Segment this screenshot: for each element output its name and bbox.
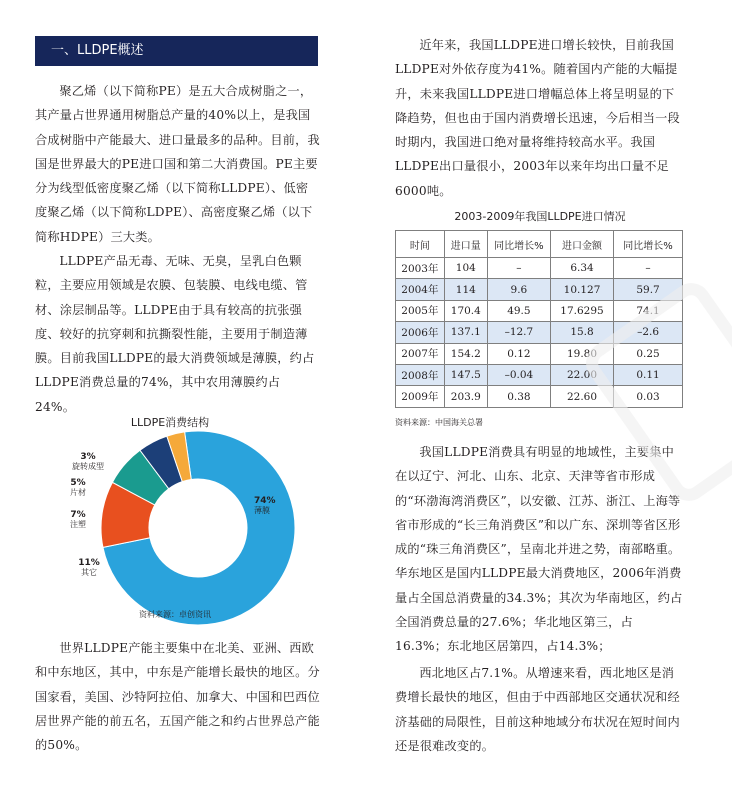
table-cell: 15.8 — [550, 322, 613, 343]
table-cell: 9.6 — [487, 279, 550, 300]
table-cell: 170.4 — [444, 300, 487, 321]
table-header-cell: 同比增长% — [614, 231, 683, 258]
table-cell: 74.1 — [614, 300, 683, 321]
table-cell: 0.03 — [614, 386, 683, 407]
table-cell: 0.38 — [487, 386, 550, 407]
table-header-cell: 时间 — [396, 231, 445, 258]
table-cell: 203.9 — [444, 386, 487, 407]
pie-category-other: 其它 — [81, 568, 97, 577]
table-cell: 137.1 — [444, 322, 487, 343]
table-cell: –0.04 — [487, 364, 550, 385]
table-cell: 0.25 — [614, 343, 683, 364]
pie-category-sheet: 片材 — [70, 488, 86, 497]
table-row — [396, 258, 683, 279]
table-cell: 114 — [444, 279, 487, 300]
pie-label-injection — [63, 510, 93, 530]
table-cell: 19.80 — [550, 343, 613, 364]
pie-category-film: 薄膜 — [254, 506, 270, 515]
left-paragraph-2: LLDPE产品无毒、无味、无臭，呈乳白色颗粒，主要应用领域是农膜、包装膜、电线电缆、管材、涂层制品等。LLDPE由于具有较高的抗张强度、较好的抗穿刺和抗撕裂性能，主要用于制造薄膜。目前我国LLDPE的最大消费领域是薄膜，约占LLDPE消费总量的74%，其中农用薄膜约占24%。 — [35, 254, 315, 414]
table-source: 资料来源：中国海关总署 — [395, 418, 483, 427]
table-cell: 147.5 — [444, 364, 487, 385]
table-cell: 0.11 — [614, 364, 683, 385]
table-cell: 104 — [444, 258, 487, 279]
table-cell: 2003年 — [396, 258, 445, 279]
table-header-cell: 进口金额 — [550, 231, 613, 258]
table-title: 2003-2009年我国LLDPE进口情况 — [454, 210, 626, 223]
table-cell: –12.7 — [487, 322, 550, 343]
table-cell: 59.7 — [614, 279, 683, 300]
table-row — [396, 279, 683, 300]
table-cell: 2006年 — [396, 322, 445, 343]
pie-category-injection: 注塑 — [70, 520, 86, 529]
section-title: 一、LLDPE概述 — [35, 36, 318, 66]
right-paragraph-3: 西北地区占7.1%。从增速来看，西北地区是消费增长最快的地区，但由于中西部地区交通状况和经济基础的局限性，目前这种地域分布状况在短时间内还是很难改变的。 — [395, 666, 680, 753]
pie-label-film — [254, 496, 294, 516]
table-header-cell: 进口量 — [444, 231, 487, 258]
table-cell: 22.00 — [550, 364, 613, 385]
table-cell: 0.12 — [487, 343, 550, 364]
pie-value-film: 74% — [254, 496, 276, 506]
left-paragraph-1: 聚乙烯（以下简称PE）是五大合成树脂之一，其产量占世界通用树脂总产量的40%以上，是我国合成树脂中产能最大、进口量最多的品种。目前，我国是世界最大的PE进口国和第二大消费国。PE主要分为线型低密度聚乙烯（以下简称LLDPE）、低密度聚乙烯（以下简称LDPE）、高密度聚乙烯（以下简称HDPE）三大类。 — [35, 84, 320, 244]
table-header-row — [396, 231, 683, 258]
pie-chart-title: LLDPE消费结构 — [130, 416, 210, 429]
right-paragraph-1: 近年来，我国LLDPE进口增长较快，目前我国LLDPE对外依存度为41%。随着国内产能的大幅提升，未来我国LLDPE进口增幅总体上将呈明显的下降趋势，但也由于国内消费增长迅速，今后相当一段时期内，我国进口绝对量将维持较高水平。我国LLDPE出口量很小，2003年以来年均出口量不足6000吨。 — [395, 38, 680, 198]
table-cell: 154.2 — [444, 343, 487, 364]
table-cell: 6.34 — [550, 258, 613, 279]
pie-category-rotomolding: 旋转成型 — [72, 462, 104, 471]
pie-label-rotomolding — [66, 452, 110, 472]
table-cell: – — [487, 258, 550, 279]
pie-value-injection: 7% — [70, 510, 86, 520]
pie-label-sheet — [63, 478, 93, 498]
table-cell: 22.60 — [550, 386, 613, 407]
table-cell: –2.6 — [614, 322, 683, 343]
left-paragraph-3: 世界LLDPE产能主要集中在北美、亚洲、西欧和中东地区，其中，中东是产能增长最快的地区。分国家看，美国、沙特阿拉伯、加拿大、中国和巴西位居世界产能的前五名，五国产能之和约占世界总产能的50%。 — [35, 641, 320, 753]
right-paragraph-2: 我国LLDPE消费具有明显的地域性，主要集中在以辽宁、河北、山东、北京、天津等省市形成的“环渤海湾消费区”，以安徽、江苏、浙江、上海等省市形成的“长三角消费区”和以广东、深圳等省区形成的“珠三角消费区”，呈南北并进之势，南部略重。华东地区是国内LLDPE最大消费地区，2006年消费量占全国总消费量的34.3%；其次为华南地区，约占全国消费总量的27.6%；华北地区第三，占16.3%；东北地区居第四，占14.3%； — [395, 445, 683, 654]
pie-value-other: 11% — [78, 558, 100, 568]
table-cell: 2004年 — [396, 279, 445, 300]
table-cell: 2009年 — [396, 386, 445, 407]
pie-source: 资料来源：卓创资讯 — [139, 610, 211, 619]
pie-value-sheet: 5% — [70, 478, 86, 488]
table-cell: 17.6295 — [550, 300, 613, 321]
pie-value-rotomolding: 3% — [80, 452, 96, 462]
table-cell: 2007年 — [396, 343, 445, 364]
table-cell: 49.5 — [487, 300, 550, 321]
table-cell: – — [614, 258, 683, 279]
table-cell: 2005年 — [396, 300, 445, 321]
pie-label-other — [74, 558, 104, 578]
table-cell: 10.127 — [550, 279, 613, 300]
table-header-cell: 同比增长% — [487, 231, 550, 258]
table-cell: 2008年 — [396, 364, 445, 385]
